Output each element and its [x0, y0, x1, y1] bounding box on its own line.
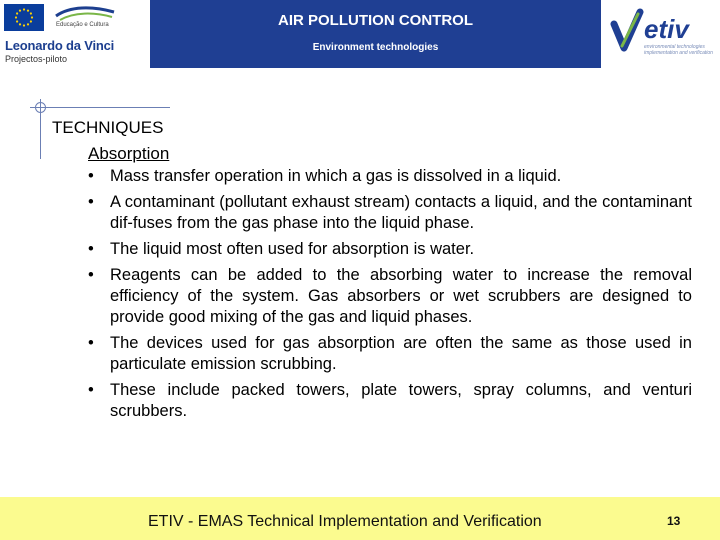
bullet-icon: • [88, 240, 94, 258]
eu-flag-icon [4, 4, 44, 31]
slide-subtitle: Environment technologies [312, 42, 439, 53]
section-subheading: Absorption [88, 144, 170, 163]
footer-text: ETIV - EMAS Technical Implementation and Verification [148, 513, 542, 530]
crosshair-circle-icon [35, 102, 46, 113]
bullet-text: Reagents can be added to the absorbing water to increase the removal efficiency of the system. Gas absorbers or wet scrubbers are designed to provide good mixing of the gas and liquid phases. [110, 266, 692, 326]
slide-content [52, 118, 692, 427]
bullet-icon: • [88, 334, 94, 352]
svg-text:implementation and verificatio: implementation and verification [644, 50, 713, 56]
slide-title: AIR POLLUTION CONTROL [278, 12, 473, 29]
crosshair-horizontal-line [30, 107, 170, 108]
etiv-logo [602, 0, 720, 68]
page-number: 13 [667, 514, 681, 528]
bullet-text: A contaminant (pollutant exhaust stream) contacts a liquid, and the contaminant dif-fuses from the gas phase into the liquid phase. [110, 193, 692, 232]
bullet-list [52, 166, 692, 422]
ldv-small-text: Educação e Cultura [56, 22, 109, 28]
svg-text:etiv: etiv [644, 14, 689, 44]
bullet-text: The devices used for gas absorption are often the same as those used in particulate emission scrubbing. [110, 334, 692, 373]
bullet-text: These include packed towers, plate towers, spray columns, and venturi scrubbers. [110, 381, 692, 420]
section-heading: TECHNIQUES [52, 118, 164, 137]
bullet-item [88, 192, 692, 234]
bullet-item [88, 166, 692, 187]
bullet-icon: • [88, 193, 94, 211]
bullet-text: The liquid most often used for absorption is water. [110, 240, 475, 258]
title-box [150, 0, 601, 68]
svg-text:environmental technologies: environmental technologies [644, 44, 705, 50]
bullet-icon: • [88, 381, 94, 399]
etiv-logo-icon [610, 6, 718, 62]
bullet-item [88, 265, 692, 328]
bullet-item [88, 333, 692, 375]
ldv-sub: Projectos-piloto [5, 54, 68, 64]
bullet-icon: • [88, 167, 94, 185]
slide-footer [0, 497, 720, 540]
bullet-item [88, 239, 692, 260]
bullet-item [88, 380, 692, 422]
bullet-text: Mass transfer operation in which a gas is dissolved in a liquid. [110, 167, 562, 185]
slide-header [0, 0, 720, 68]
ldv-name: Leonardo da Vinci [5, 38, 115, 53]
leonardo-da-vinci-logo [0, 0, 126, 68]
bullet-icon: • [88, 266, 94, 284]
